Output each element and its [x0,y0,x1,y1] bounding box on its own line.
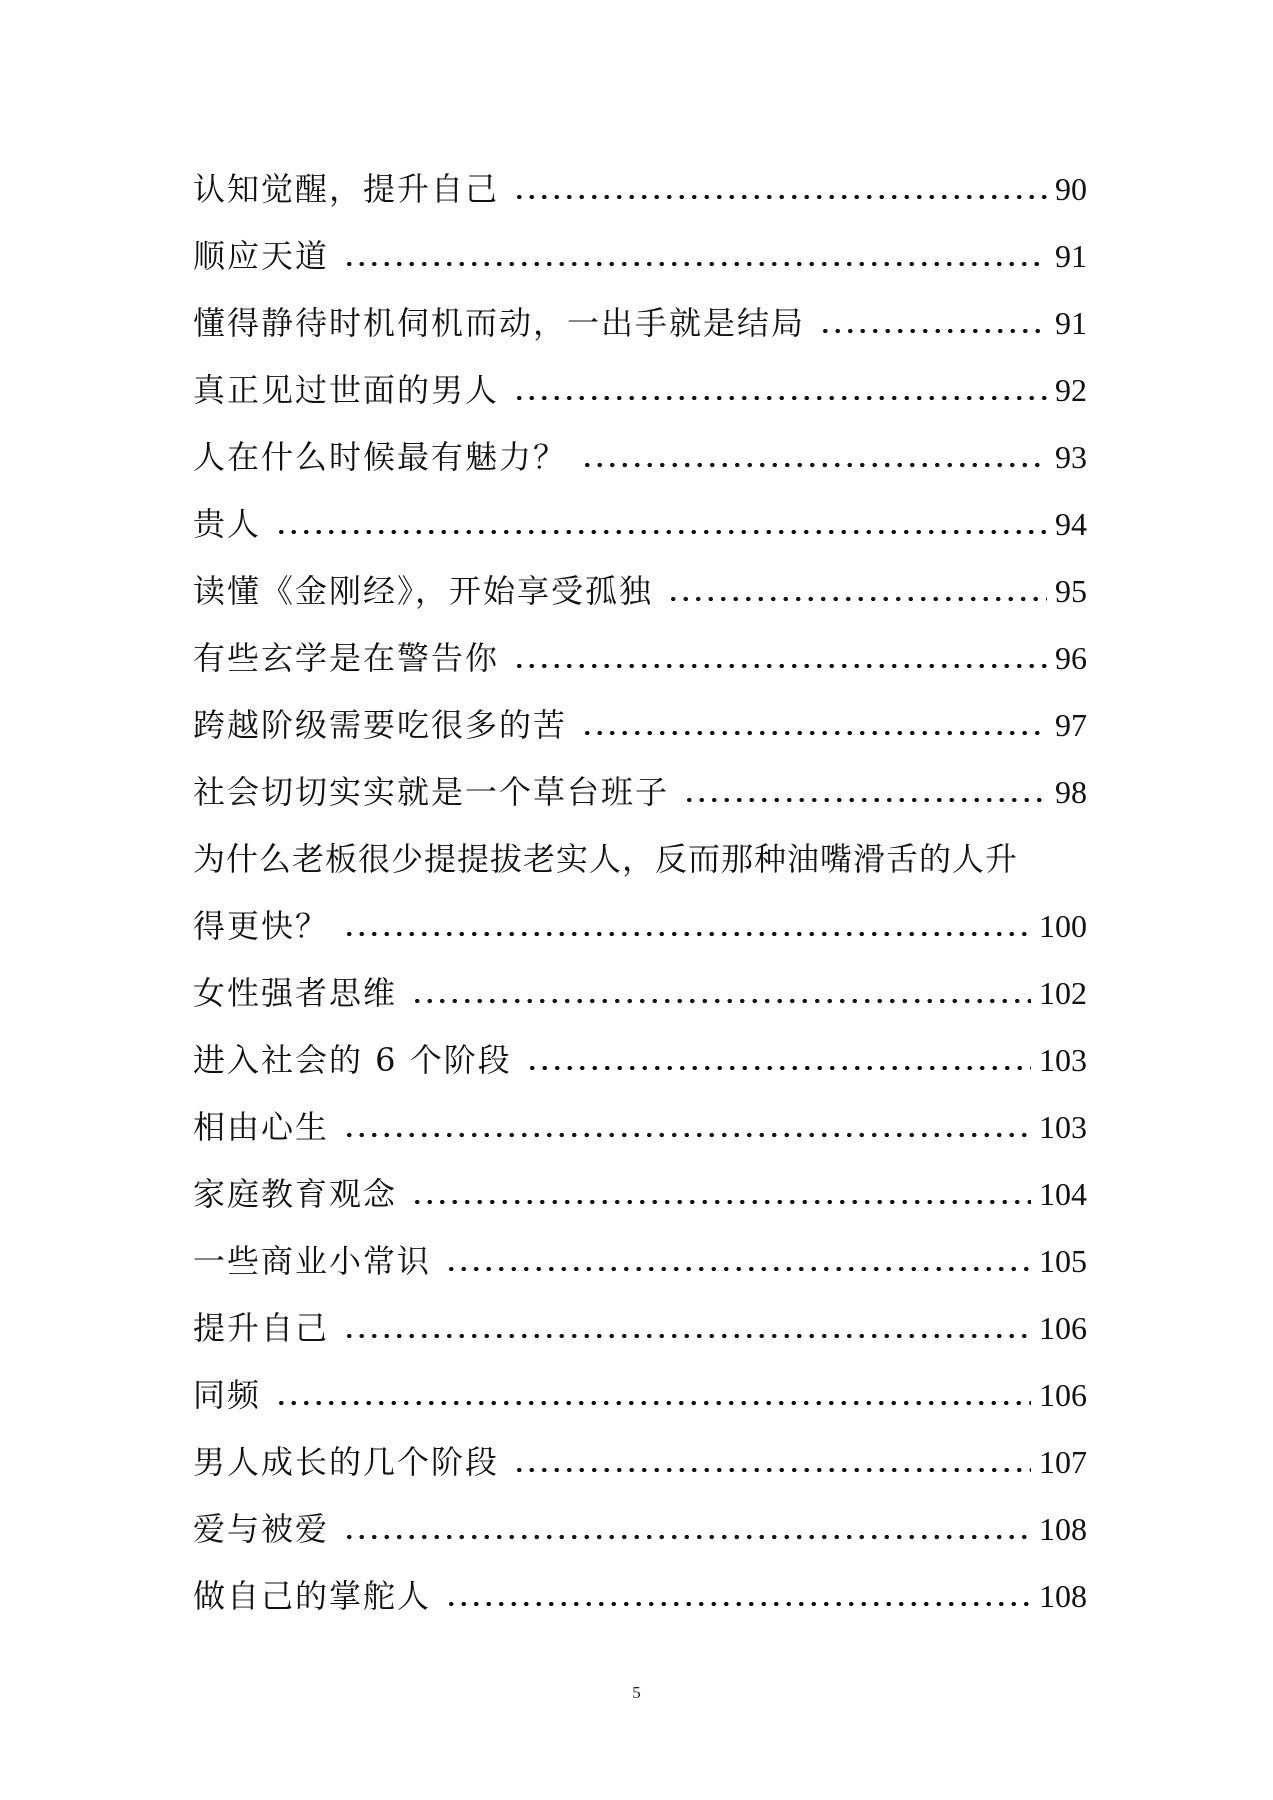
toc-entry[interactable] [193,156,1087,223]
toc-entry[interactable] [193,1027,1087,1094]
toc-entry[interactable] [193,1496,1087,1563]
toc-entry[interactable] [193,826,1087,960]
dot-leader [581,463,1047,467]
toc-entry-page: 91 [1055,305,1087,341]
toc-entry-line [193,1094,1087,1161]
toc-entry[interactable] [193,290,1087,357]
toc-entry-page: 105 [1039,1243,1087,1279]
toc-entry-title: 人在什么时候最有魅力？ [193,438,568,476]
toc-entry-line [193,357,1087,424]
dot-leader [343,1334,1031,1338]
toc-entry-title-line1: 为什么老板很少提提拔老实人，反而那种油嘴滑舌的人升 [193,840,1019,878]
dot-leader [513,664,1047,668]
toc-entry-page: 93 [1055,439,1087,475]
toc-entry-page: 103 [1039,1042,1087,1078]
toc-entry-line [193,893,1087,960]
dot-leader [683,798,1047,802]
toc-entry-page: 102 [1039,975,1087,1011]
toc-entry-page: 107 [1039,1444,1087,1480]
toc-entry-title: 顺应天道 [193,237,330,275]
toc-entry-line [193,1161,1087,1228]
dot-leader [275,1401,1031,1405]
toc-entry[interactable] [193,424,1087,491]
toc-entry-page: 108 [1039,1578,1087,1614]
toc-entry-page: 91 [1055,238,1087,274]
dot-leader [343,932,1031,936]
toc-entry[interactable] [193,625,1087,692]
toc-entry-title: 进入社会的 6 个阶段 [193,1041,512,1079]
table-of-contents [193,156,1087,1630]
toc-entry[interactable] [193,1094,1087,1161]
toc-entry-line [193,1563,1087,1630]
toc-entry-page: 106 [1039,1377,1087,1413]
toc-entry-line [193,1295,1087,1362]
toc-entry-title: 贵人 [193,505,262,543]
page-number: 5 [632,1683,641,1702]
toc-entry-page: 108 [1039,1511,1087,1547]
toc-entry-page: 95 [1055,573,1087,609]
toc-entry-page: 97 [1055,707,1087,743]
toc-entry[interactable] [193,1295,1087,1362]
toc-entry-title: 懂得静待时机伺机而动，一出手就是结局 [193,304,806,342]
toc-entry-line [193,491,1087,558]
toc-entry-title: 同频 [193,1376,262,1414]
toc-entry[interactable] [193,558,1087,625]
toc-entry[interactable] [193,223,1087,290]
toc-entry-title: 男人成长的几个阶段 [193,1443,500,1481]
toc-entry-title: 爱与被爱 [193,1510,330,1548]
toc-entry-line [193,424,1087,491]
toc-entry-line [193,1027,1087,1094]
dot-leader [526,1066,1031,1070]
dot-leader [513,396,1047,400]
toc-entry-page: 96 [1055,640,1087,676]
toc-entry-line [193,1496,1087,1563]
toc-entry-title: 有些玄学是在警告你 [193,639,500,677]
toc-entry-page: 104 [1039,1176,1087,1212]
dot-leader [343,1535,1031,1539]
toc-entry-page: 90 [1055,171,1087,207]
dot-leader [513,195,1047,199]
dot-leader [581,731,1047,735]
toc-entry[interactable] [193,1228,1087,1295]
toc-entry-title: 真正见过世面的男人 [193,371,500,409]
toc-entry-page: 103 [1039,1109,1087,1145]
toc-entry-page: 94 [1055,506,1087,542]
toc-entry-page: 106 [1039,1310,1087,1346]
toc-entry-line [193,960,1087,1027]
dot-leader [411,1200,1031,1204]
dot-leader [343,1133,1031,1137]
toc-entry[interactable] [193,357,1087,424]
toc-entry-title: 跨越阶级需要吃很多的苦 [193,706,568,744]
toc-entry-title: 社会切切实实就是一个草台班子 [193,773,670,811]
toc-entry-page: 98 [1055,774,1087,810]
toc-entry[interactable] [193,960,1087,1027]
dot-leader [513,1468,1031,1472]
toc-entry-line [193,1362,1087,1429]
dot-leader [667,597,1047,601]
toc-entry-title: 一些商业小常识 [193,1242,432,1280]
dot-leader [343,262,1047,266]
toc-entry-page: 100 [1039,908,1087,944]
toc-entry-line [193,625,1087,692]
toc-entry-title: 提升自己 [193,1309,330,1347]
toc-entry-line [193,1228,1087,1295]
dot-leader [411,999,1031,1003]
toc-entry-line [193,759,1087,826]
toc-entry-title: 认知觉醒，提升自己 [193,170,500,208]
dot-leader [275,530,1047,534]
toc-entry[interactable] [193,692,1087,759]
toc-entry[interactable] [193,1362,1087,1429]
toc-entry-title-line2: 得更快？ [193,907,330,945]
dot-leader [819,329,1047,333]
toc-entry-title: 相由心生 [193,1108,330,1146]
toc-entry[interactable] [193,1161,1087,1228]
toc-entry-title: 家庭教育观念 [193,1175,398,1213]
toc-entry-title: 女性强者思维 [193,974,398,1012]
toc-entry[interactable] [193,759,1087,826]
toc-entry-line [193,558,1087,625]
toc-entry[interactable] [193,1429,1087,1496]
toc-entry-line [193,1429,1087,1496]
toc-entry[interactable] [193,1563,1087,1630]
toc-entry-line [193,290,1087,357]
toc-entry-title: 读懂《金刚经》，开始享受孤独 [193,572,654,610]
dot-leader [445,1602,1031,1606]
toc-entry-title: 做自己的掌舵人 [193,1577,432,1615]
toc-entry-line [193,156,1087,223]
toc-entry[interactable] [193,491,1087,558]
dot-leader [445,1267,1031,1271]
toc-entry-line [193,223,1087,290]
toc-entry-line [193,692,1087,759]
toc-entry-page: 92 [1055,372,1087,408]
